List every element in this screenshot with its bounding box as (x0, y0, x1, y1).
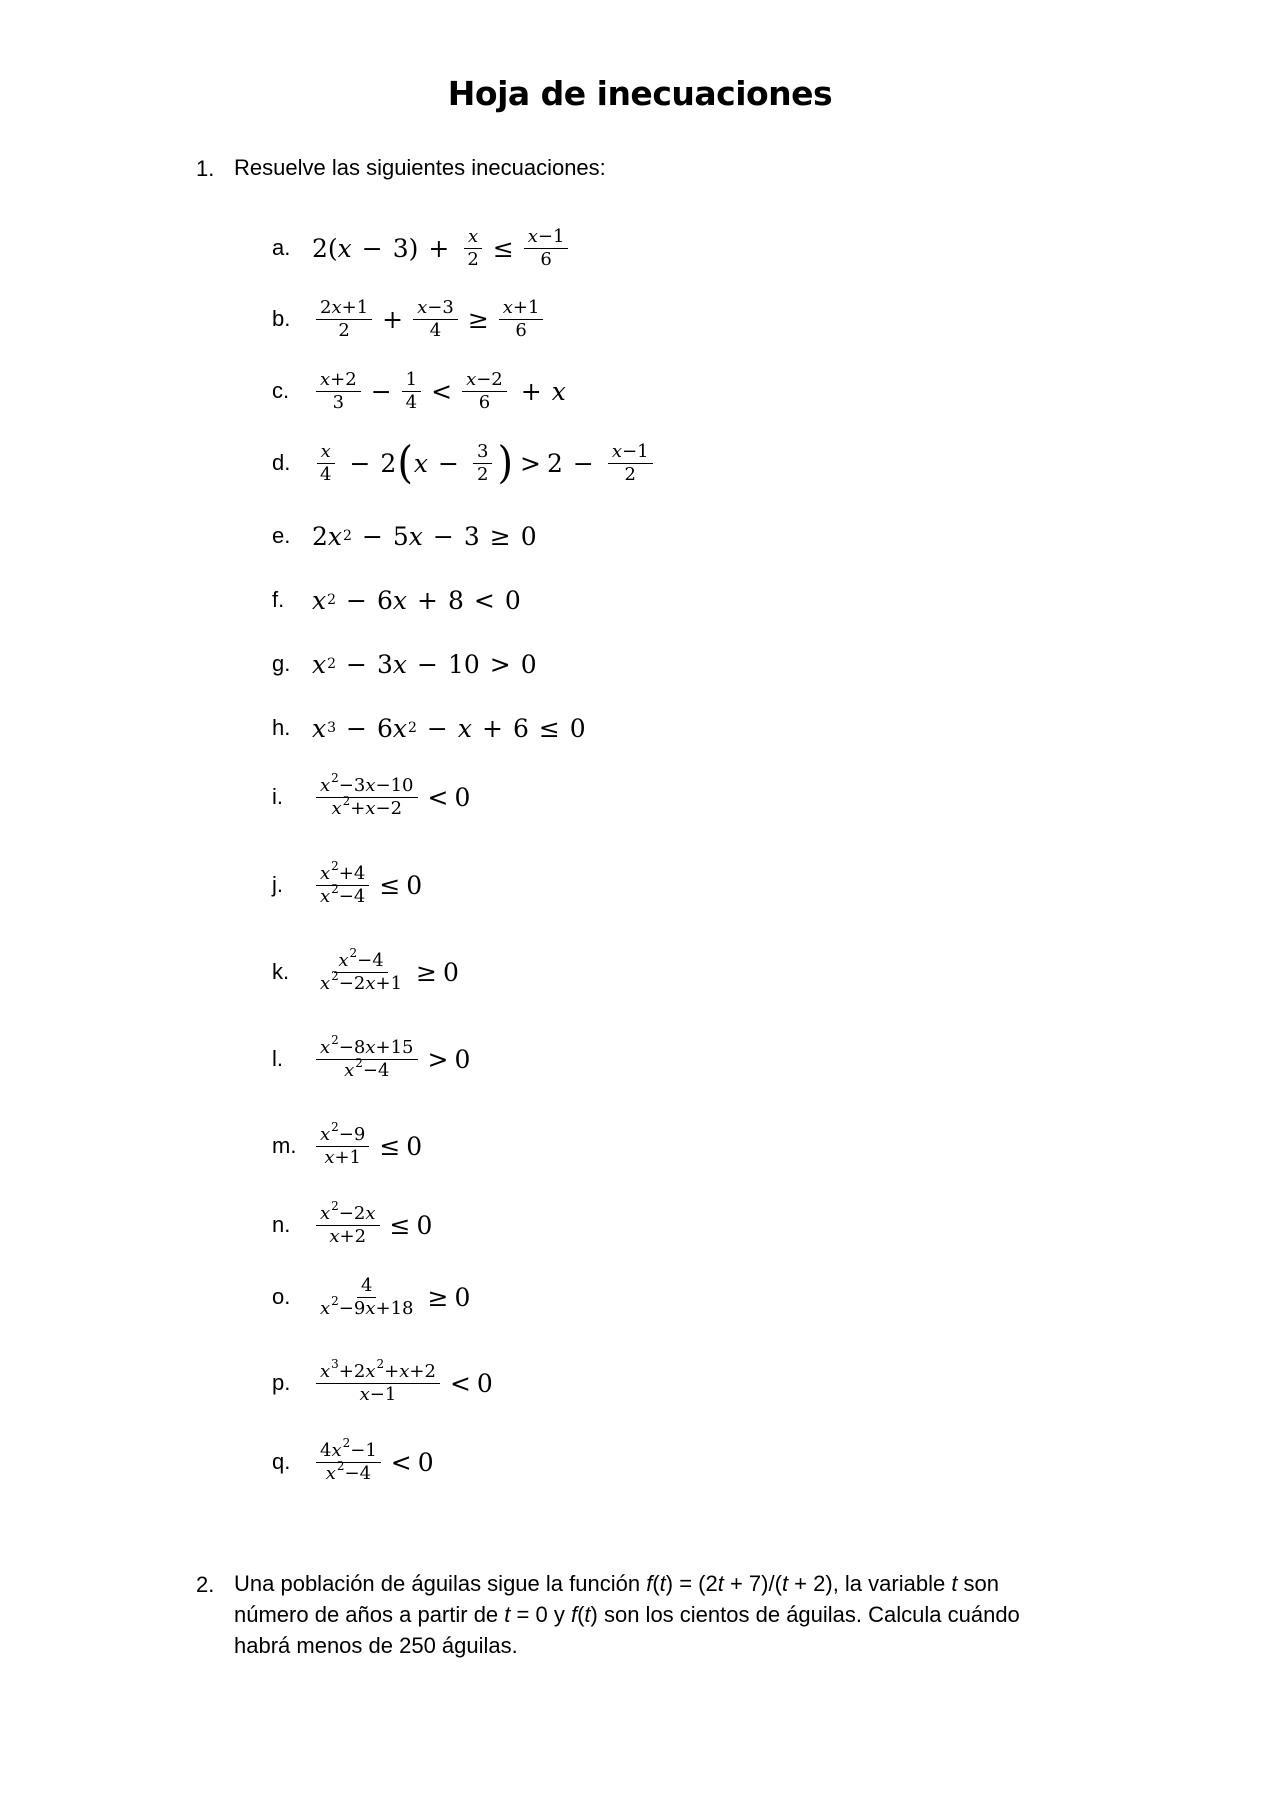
question-1-text: Resuelve las siguientes inecuaciones: (234, 155, 606, 180)
question-2-number: 2. (196, 1572, 215, 1597)
list-item-k (272, 937, 459, 1007)
item-label: g. (272, 651, 291, 676)
inequality-expression: $\frac{2x+1}{2}$ + $\frac{x-3}{4}$ ≥ $\frac{x+1}{6}$ (312, 297, 547, 342)
list-item-o (272, 1262, 470, 1332)
item-label: b. (272, 306, 291, 331)
item-label: p. (272, 1370, 291, 1395)
list-item-f (272, 565, 521, 635)
item-label: n. (272, 1212, 291, 1237)
inequality-expression: x 2 − 6 x + 8 < 0 (312, 585, 521, 615)
question-2-text: Una población de águilas sigue la función f(t) = (2t + 7)/(t + 2), la variable t son número de años a partir de t = 0 y f(t) son los cientos de águilas. Calcula cuándo habrá menos de 250 águilas. (234, 1571, 1020, 1658)
list-item-b (272, 284, 547, 354)
page-title: Hoja de inecuaciones (447, 74, 833, 113)
inequality-expression: $\frac{x^2-4}{x^2-2x+1}$ ≥ 0 (320, 945, 459, 994)
item-label: d. (272, 450, 291, 475)
inequality-expression: $\frac{x^2-3x-10}{x^2+x-2}$ < 0 (312, 775, 470, 820)
list-item-a (272, 213, 572, 283)
list-item-i (272, 762, 470, 832)
inequality-expression: $\frac{4x^2-1}{x^2-4}$ < 0 (312, 1440, 434, 1485)
list-item-m (272, 1111, 422, 1181)
inequality-expression: $\frac{x}{4}$ − 2 ( x − $\frac{3}{2}$ ) > 2 − $\frac{x-1}{2}$ (312, 440, 657, 486)
inequality-expression: $\frac{x^2+4}{x^2-4}$ ≤ 0 (312, 863, 422, 908)
item-label: f. (272, 587, 285, 612)
inequality-expression: $\frac{x^2-9}{x+1}$ ≤ 0 (312, 1124, 422, 1169)
inequality-expression: $\frac{x^2-2x}{x+2}$ ≤ 0 (312, 1203, 432, 1248)
list-item-p (272, 1348, 493, 1418)
list-item-g (272, 629, 537, 699)
list-item-d (272, 428, 657, 498)
item-label: o. (272, 1284, 291, 1309)
item-label: i. (272, 784, 283, 809)
inequality-expression: $\frac{x^2-8x+15}{x^2-4}$ > 0 (312, 1037, 470, 1082)
item-label: j. (272, 872, 283, 897)
inequality-expression: 2( x − 3) + $\frac{x}{2}$ ≤ $\frac{x-1}{6}$ (312, 226, 572, 271)
list-item-h (272, 693, 586, 763)
inequality-expression: $\frac{x+2}{3}$ − $\frac{1}{4}$ < $\frac{x-2}{6}$ + x (312, 369, 566, 414)
item-label: k. (272, 959, 290, 984)
list-item-n (272, 1190, 432, 1260)
inequality-expression: x 2 − 3 x − 10 > 0 (312, 649, 537, 679)
inequality-expression: $\frac{4}{x^2-9x+18}$ ≥ 0 (320, 1274, 471, 1319)
inequality-expression: $\frac{x^3+2x^2+x+2}{x-1}$ < 0 (312, 1361, 493, 1406)
inequality-expression: x 3 − 6 x 2 − x + 6 ≤ 0 (312, 713, 586, 743)
item-label: a. (272, 235, 291, 260)
item-label: c. (272, 378, 290, 403)
list-item-l (272, 1024, 470, 1094)
item-label: l. (272, 1046, 283, 1071)
item-label: q. (272, 1449, 291, 1474)
list-item-c (272, 356, 566, 426)
item-label: m. (272, 1133, 297, 1158)
item-label: e. (272, 523, 291, 548)
list-item-j (272, 850, 422, 920)
list-item-e (272, 501, 537, 571)
question-1-number: 1. (196, 156, 215, 181)
list-item-q (272, 1427, 434, 1497)
inequality-expression: 2 x 2 − 5 x − 3 ≥ 0 (312, 521, 537, 551)
item-label: h. (272, 715, 291, 740)
